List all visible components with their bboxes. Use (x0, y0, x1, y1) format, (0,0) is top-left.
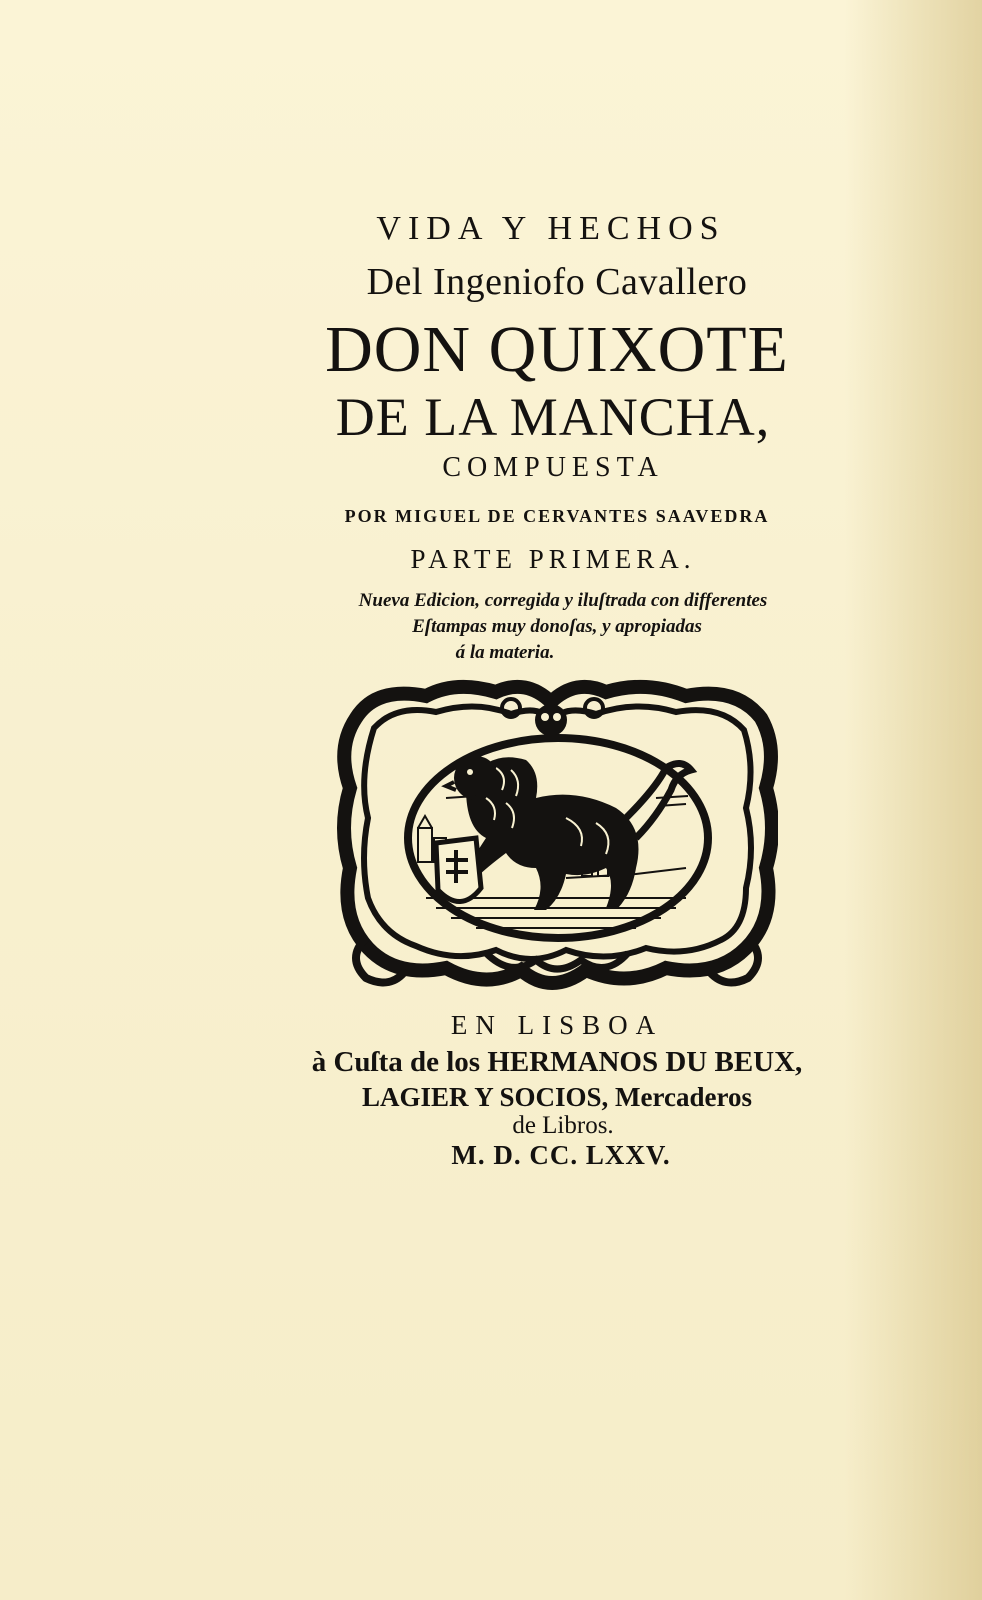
imprint-publisher-line-1: à Cuſta de los HERMANOS DU BEUX, (311, 1046, 803, 1078)
author-line: POR MIGUEL DE CERVANTES SAAVEDRA (344, 506, 770, 526)
imprint-year-line: M. D. CC. LXXV. (451, 1140, 671, 1170)
edition-note-line-2: Eſtampas muy donoſas, y apropiadas (412, 616, 702, 637)
printer-device-lion-vignette (336, 678, 778, 998)
title-line-compuesta: COMPUESTA (442, 452, 664, 483)
edition-note-line-1: Nueva Edicion, corregida y iluſtrada con differentes (358, 590, 768, 611)
title-line-vida-y-hechos: VIDA Y HECHOS (376, 210, 726, 247)
title-line-de-la-mancha: DE LA MANCHA, (335, 387, 771, 447)
imprint-publisher-line-3: de Libros. (512, 1112, 614, 1139)
imprint-city-line: EN LISBOA (450, 1010, 664, 1040)
imprint-publisher-line-2: LAGIER Y SOCIOS, Mercaderos (361, 1082, 752, 1112)
title-line-del-ingenioso: Del Ingeniofo Cavallero (366, 261, 748, 303)
title-line-don-quixote: DON QUIXOTE (325, 313, 789, 386)
part-line: PARTE PRIMERA. (410, 544, 696, 574)
edition-note-line-3: á la materia. (455, 642, 555, 663)
